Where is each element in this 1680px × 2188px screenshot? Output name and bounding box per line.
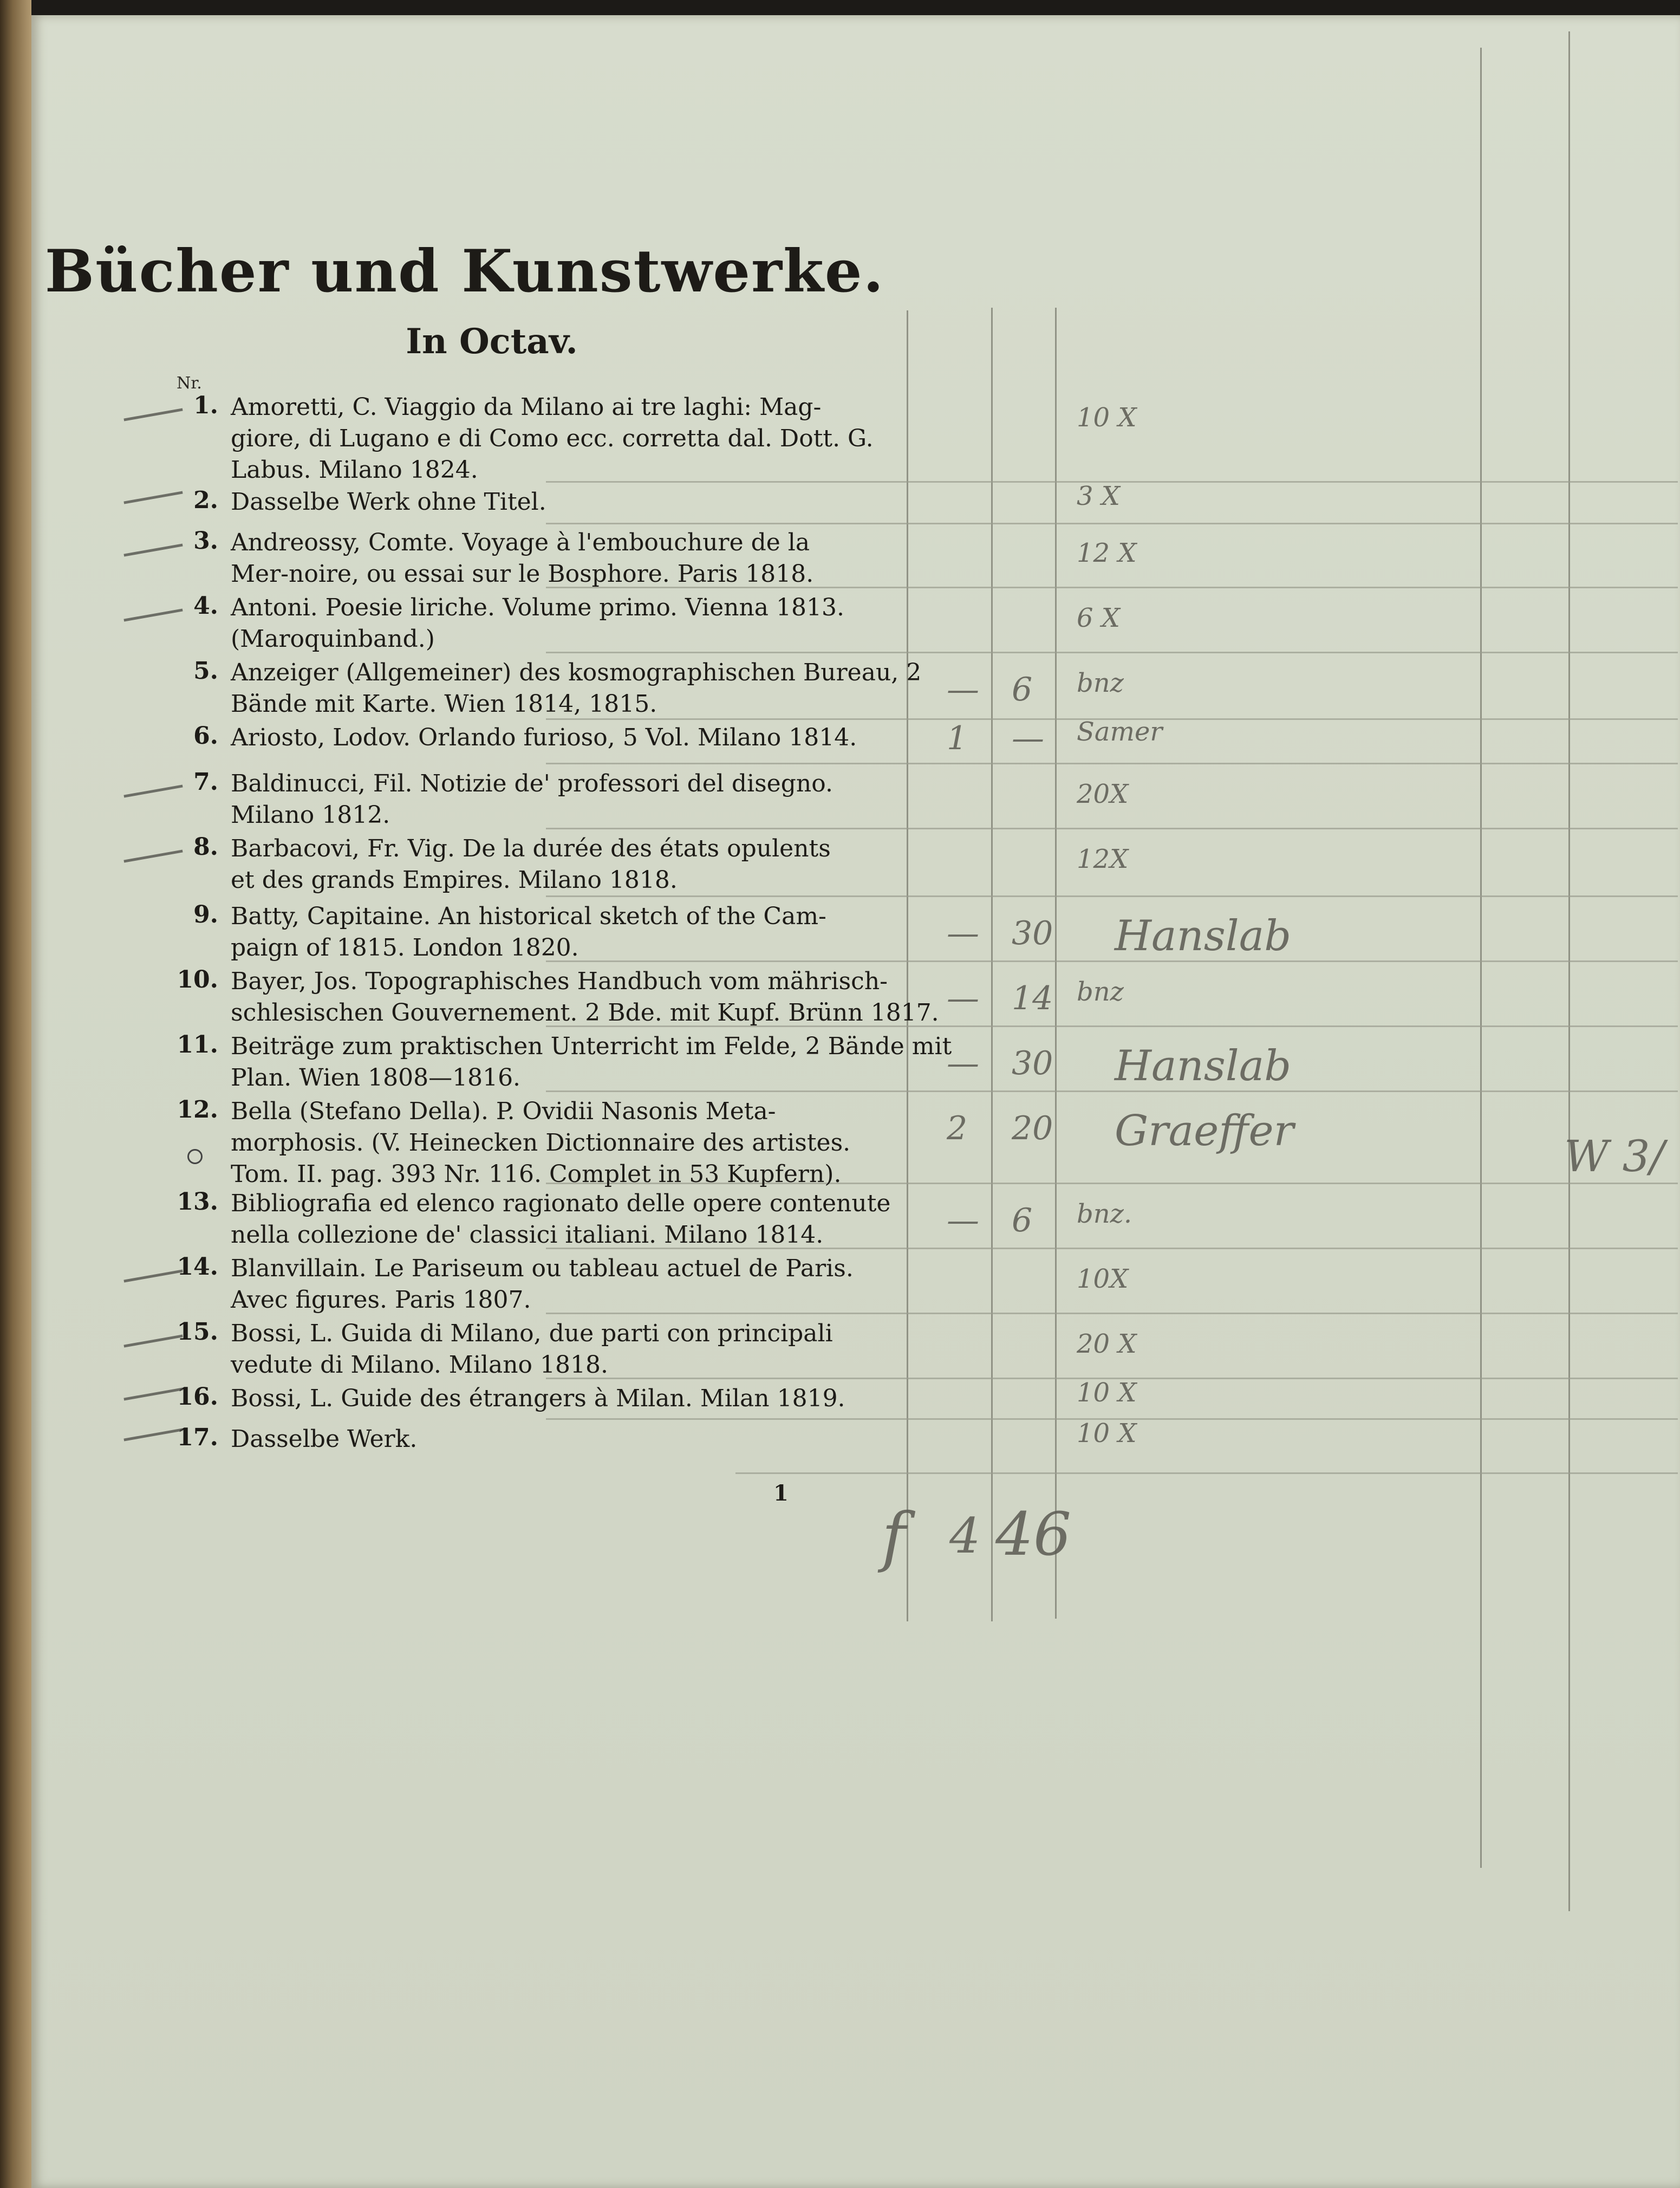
handwritten-note: 20 X [1077,1329,1137,1359]
price-kreuzer: 6 [1012,671,1033,709]
entry-text [231,722,1059,754]
handwritten-note: bnz [1077,668,1124,698]
row-rule [735,1472,1678,1474]
entry-number: 16. [177,1383,218,1411]
handwritten-note: bnz. [1077,1199,1132,1229]
entry-number: 2. [193,486,218,514]
handwritten-note: 10 X [1077,1378,1137,1408]
total-sign: f [882,1499,906,1575]
price-kreuzer: 30 [1012,914,1053,952]
entry-number: 17. [177,1424,218,1451]
entry-line: Baldinucci, Fil. Notizie de' professori del disegno. [231,770,833,797]
entry-line: morphosis. (V. Heinecken Dictionnaire des artistes. [231,1129,851,1157]
entry-number: 13. [177,1188,218,1216]
entry-text [231,1383,1059,1414]
entry-text [231,833,1059,896]
entry-line: Tom. II. pag. 393 Nr. 116. Complet in 53 Kupfern). [231,1160,842,1188]
entry-number: 7. [193,768,218,796]
entry-line: Blanvillain. Le Pariseum ou tableau actuel de Paris. [231,1255,854,1282]
handwritten-note: 6 X [1077,603,1120,633]
handwritten-note: Hanslab [1115,912,1292,960]
entry-line: Mer-noire, ou essai sur le Bosphore. Paris 1818. [231,560,814,588]
entry-text [231,1031,1059,1094]
entry-line: Beiträge zum praktischen Unterricht im Felde, 2 Bände mit [231,1033,952,1060]
handwritten-note: 10 X [1077,402,1137,433]
entry-number: 11. [177,1031,218,1059]
entry-text [231,1188,1059,1251]
entry-number: 10. [177,966,218,994]
entry-line: Dasselbe Werk ohne Titel. [231,488,546,516]
rule-right-2 [1568,31,1570,1911]
price-florins: — [947,1044,979,1082]
entry-number: 12. [177,1096,218,1124]
entry-line: Amoretti, C. Viaggio da Milano ai tre laghi: Mag- [231,393,822,421]
entry-number: 14. [177,1253,218,1281]
number-column-header: Nr. [177,374,202,393]
handwritten-note: 20X [1077,779,1129,809]
entry-line: Bossi, L. Guide des étrangers à Milan. Milan 1819. [231,1385,845,1412]
entry-line: Barbacovi, Fr. Vig. De la durée des états opulents [231,835,831,862]
price-kreuzer: — [1012,719,1044,757]
price-kreuzer: 20 [1012,1109,1053,1147]
entry-line: Anzeiger (Allgemeiner) des kosmographischen Bureau, 2 [231,659,922,686]
entry-number: 15. [177,1318,218,1346]
entry-line: Andreossy, Comte. Voyage à l'embouchure de la [231,529,810,556]
entry-text [231,1096,1059,1190]
entry-text [231,1253,1059,1316]
entry-text [231,901,1059,964]
total-kr: 46 [995,1499,1071,1569]
page-title: Bücher und Kunstwerke. [44,237,885,306]
handwritten-note: 12X [1077,844,1129,874]
entry-text [231,768,1059,831]
entry-line: Labus. Milano 1824. [231,456,478,484]
entry-number: 3. [193,527,218,555]
row-rule [546,763,1678,764]
book-spine [0,0,31,2188]
entry-line: Ariosto, Lodov. Orlando furioso, 5 Vol. Milano 1814. [231,724,857,751]
price-florins: 2 [947,1109,968,1147]
entry-line: Avec figures. Paris 1807. [231,1286,531,1314]
entry-text [231,1424,1059,1455]
page-subtitle: In Octav. [406,321,578,362]
price-florins: — [947,671,979,709]
entry-number: 4. [193,592,218,620]
entry-line: vedute di Milano. Milano 1818. [231,1351,608,1379]
entry-text [231,966,1059,1029]
handwritten-note: Hanslab [1115,1042,1292,1090]
handwritten-note: Samer [1077,717,1163,747]
price-florins: — [947,914,979,952]
entry-line: et des grands Empires. Milano 1818. [231,866,678,894]
top-edge [0,0,1680,16]
entry-line: Bände mit Karte. Wien 1814, 1815. [231,690,657,718]
handwritten-note: 12 X [1077,538,1137,568]
entry-line: Bibliografia ed elenco ragionato delle opere contenute [231,1190,891,1217]
entry-line: Bayer, Jos. Topographisches Handbuch vom mährisch- [231,968,888,995]
handwritten-note: 10 X [1077,1418,1137,1449]
entry-text [231,1318,1059,1381]
handwritten-note: bnz [1077,977,1124,1007]
entry-text [231,657,1059,720]
entry-number: 5. [193,657,218,685]
price-kreuzer: 30 [1012,1044,1053,1082]
handwritten-note: 3 X [1077,481,1120,511]
entry-line: Dasselbe Werk. [231,1425,418,1453]
entry-line: paign of 1815. London 1820. [231,934,579,962]
entry-text [231,392,1059,486]
rule-right-1 [1480,48,1482,1868]
entry-text [231,592,1059,655]
ledger-page [31,15,1680,2188]
entry-line: Plan. Wien 1808—1816. [231,1064,521,1092]
handwritten-note: 10X [1077,1264,1129,1294]
page-number: 1 [773,1481,789,1506]
handwritten-note: Graeffer [1115,1107,1294,1155]
total-flor: 4 [949,1508,981,1564]
entry-line: Batty, Capitaine. An historical sketch of the Cam- [231,903,826,930]
price-kreuzer: 6 [1012,1202,1033,1239]
entry-line: Milano 1812. [231,801,390,829]
price-kreuzer: 14 [1012,979,1053,1017]
price-florins: — [947,979,979,1017]
entry-line: Bossi, L. Guida di Milano, due parti con principali [231,1320,833,1347]
entry-line: Antoni. Poesie liriche. Volume primo. Vienna 1813. [231,594,844,621]
entry-line: Bella (Stefano Della). P. Ovidii Nasonis Meta- [231,1098,776,1125]
entry-text [231,527,1059,590]
entry-number: 9. [193,901,218,929]
entry-line: (Maroquinband.) [231,625,435,653]
price-florins: — [947,1202,979,1239]
entry-line: nella collezione de' classici italiani. Milano 1814. [231,1221,824,1249]
price-florins: 1 [947,719,968,757]
entry-line: schlesischen Gouvernement. 2 Bde. mit Kupf. Brünn 1817. [231,999,939,1027]
entry-number: 1. [193,392,218,419]
entry-text [231,486,1059,518]
entry-number: 6. [193,722,218,750]
margin-note: W 3/ [1564,1131,1665,1181]
entry-number: 8. [193,833,218,861]
row-rule [546,523,1678,524]
circle-mark [187,1149,203,1164]
entry-line: giore, di Lugano e di Como ecc. corretta dal. Dott. G. [231,425,874,452]
